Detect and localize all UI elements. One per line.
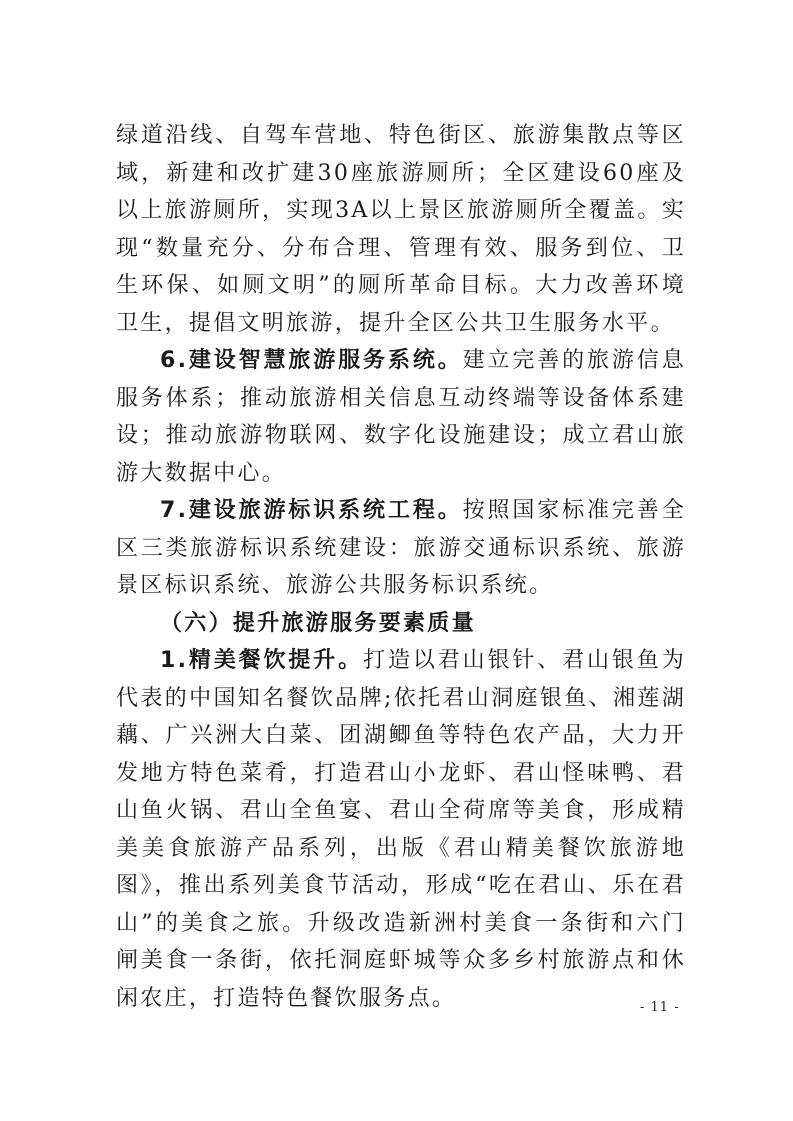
item-1-paragraph <box>116 642 686 1017</box>
item-7-paragraph <box>116 492 686 605</box>
page-number: - 11 - <box>640 1000 680 1015</box>
item-7-heading: 7.建设旅游标识系统工程。 <box>160 498 463 523</box>
item-1-text: 打造以君山银针、君山银鱼为代表的中国知名餐饮品牌;依托君山洞庭银鱼、湘莲湖藕、广兴洲大白菜、团湖鲫鱼等特色农产品，大力开发地方特色菜肴，打造君山小龙虾、君山怪味鸭、君山鱼火锅、君山全鱼宴、君山全荷席等美食，形成精美美食旅游产品系列，出版《君山精美餐饮旅游地图》，推出系列美食节活动，形成“吃在君山、乐在君山”的美食之旅。升级改造新洲村美食一条街和六门闸美食一条街，依托洞庭虾城等众多乡村旅游点和休闲农庄，打造特色餐饮服务点。 <box>116 648 686 1011</box>
continuation-paragraph: 绿道沿线、自驾车营地、特色街区、旅游集散点等区域，新建和改扩建30座旅游厕所；全区建设60座及以上旅游厕所，实现3A以上景区旅游厕所全覆盖。实现“数量充分、分布合理、管理有效、服务到位、卫生环保、如厕文明”的厕所革命目标。大力改善环境卫生，提倡文明旅游，提升全区公共卫生服务水平。 <box>116 123 686 336</box>
item-1-heading: 1.精美餐饮提升。 <box>160 648 364 673</box>
item-7-text: 按照国家标准完善全区三类旅游标识系统建设：旅游交通标识系统、旅游景区标识系统、旅游公共服务标识系统。 <box>116 498 686 598</box>
item-6-heading: 6.建设智慧旅游服务系统。 <box>160 348 463 373</box>
item-6-paragraph <box>116 342 686 492</box>
item-6-text: 建立完善的旅游信息服务体系；推动旅游相关信息互动终端等设备体系建设；推动旅游物联网、数字化设施建设；成立君山旅游大数据中心。 <box>116 348 686 486</box>
section-heading: （六）提升旅游服务要素质量 <box>160 610 476 636</box>
document-body <box>116 117 686 1017</box>
